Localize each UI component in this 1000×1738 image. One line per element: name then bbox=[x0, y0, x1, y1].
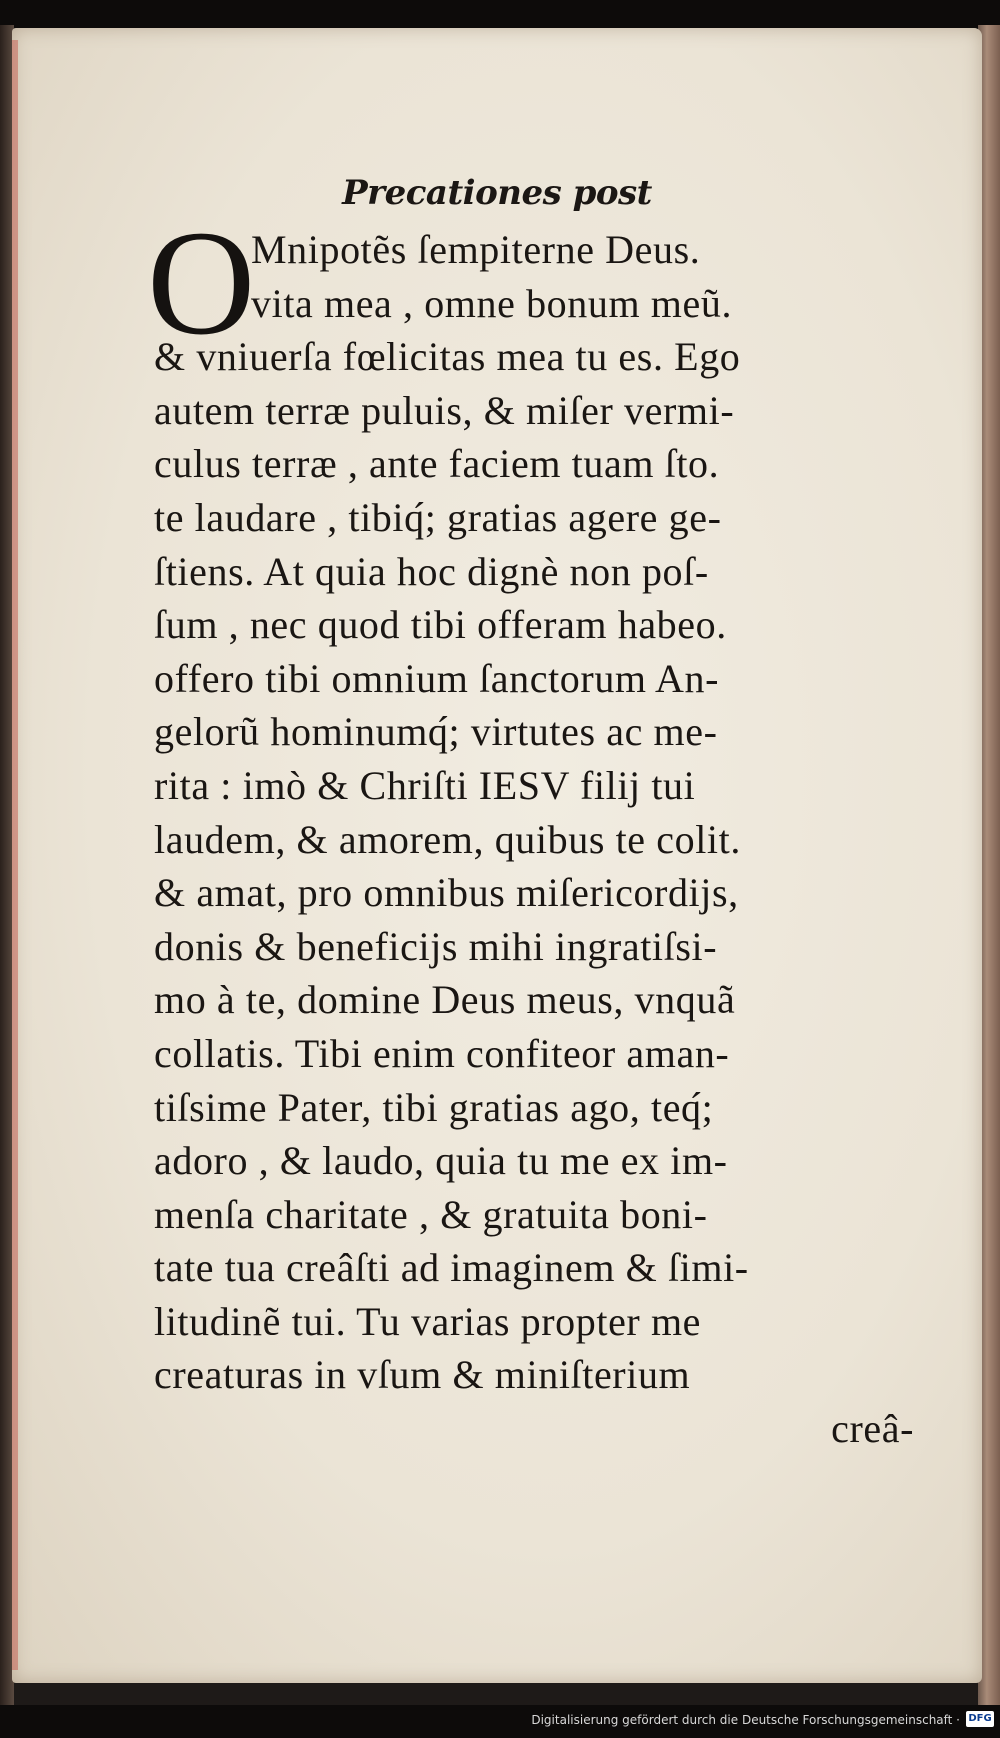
text-line: creaturas in vſum & miniſterium bbox=[154, 1352, 691, 1398]
text-line: mo à te, domine Deus meus, vnquã bbox=[154, 977, 736, 1023]
running-head: Precationes post bbox=[342, 173, 652, 213]
text-line: tate tua creâſti ad imaginem & ſimi- bbox=[154, 1245, 749, 1291]
text-line: Mnipotẽs ſempiterne Deus. bbox=[251, 227, 701, 272]
book-page bbox=[12, 28, 982, 1683]
text-line: autem terræ puluis, & miſer vermi- bbox=[154, 387, 735, 433]
text-line: ſtiens. At quia hoc dignè non poſ- bbox=[154, 548, 709, 594]
text-line: ſum , nec quod tibi offeram habeo. bbox=[154, 602, 727, 648]
scan-top-border bbox=[0, 0, 1000, 30]
text-line: & vniuerſa fœlicitas mea tu es. Ego bbox=[154, 334, 741, 380]
page-body bbox=[154, 223, 914, 1456]
text-line: laudem, & amorem, quibus te colit. bbox=[154, 816, 741, 862]
text-line: collatis. Tibi enim confiteor aman- bbox=[154, 1030, 730, 1076]
text-line: vita mea , omne bonum meũ. bbox=[251, 280, 733, 326]
text-line: menſa charitate , & gratuita boni- bbox=[154, 1191, 708, 1237]
text-line: tiſsime Pater, tibi gratias ago, teq́; bbox=[154, 1084, 714, 1130]
text-line: gelorũ hominumq́; virtutes ac me- bbox=[154, 709, 718, 755]
text-line: litudinẽ tui. Tu varias propter me bbox=[154, 1298, 702, 1344]
text-line: culus terræ , ante faciem tuam ſto. bbox=[154, 441, 720, 487]
text-line: & amat, pro omnibus miſericordijs, bbox=[154, 870, 739, 916]
text-line: rita : imò & Chriſti IESV filij tui bbox=[154, 762, 696, 808]
page-edge-tint bbox=[12, 40, 18, 1670]
text-line: offero tibi omnium ſanctorum An- bbox=[154, 655, 720, 701]
text-line: adoro , & laudo, quia tu me ex im- bbox=[154, 1138, 728, 1184]
dfg-logo: DFG bbox=[966, 1711, 994, 1727]
decorated-initial: O bbox=[147, 200, 256, 366]
digitization-credit: Digitalisierung gefördert durch die Deutsche Forschungsgemeinschaft · bbox=[531, 1713, 960, 1727]
catchword: creâ- bbox=[831, 1406, 914, 1452]
text-line: te laudare , tibiq́; gratias agere ge- bbox=[154, 494, 722, 540]
text-line: donis & beneficijs mihi ingratiſsi- bbox=[154, 923, 718, 969]
